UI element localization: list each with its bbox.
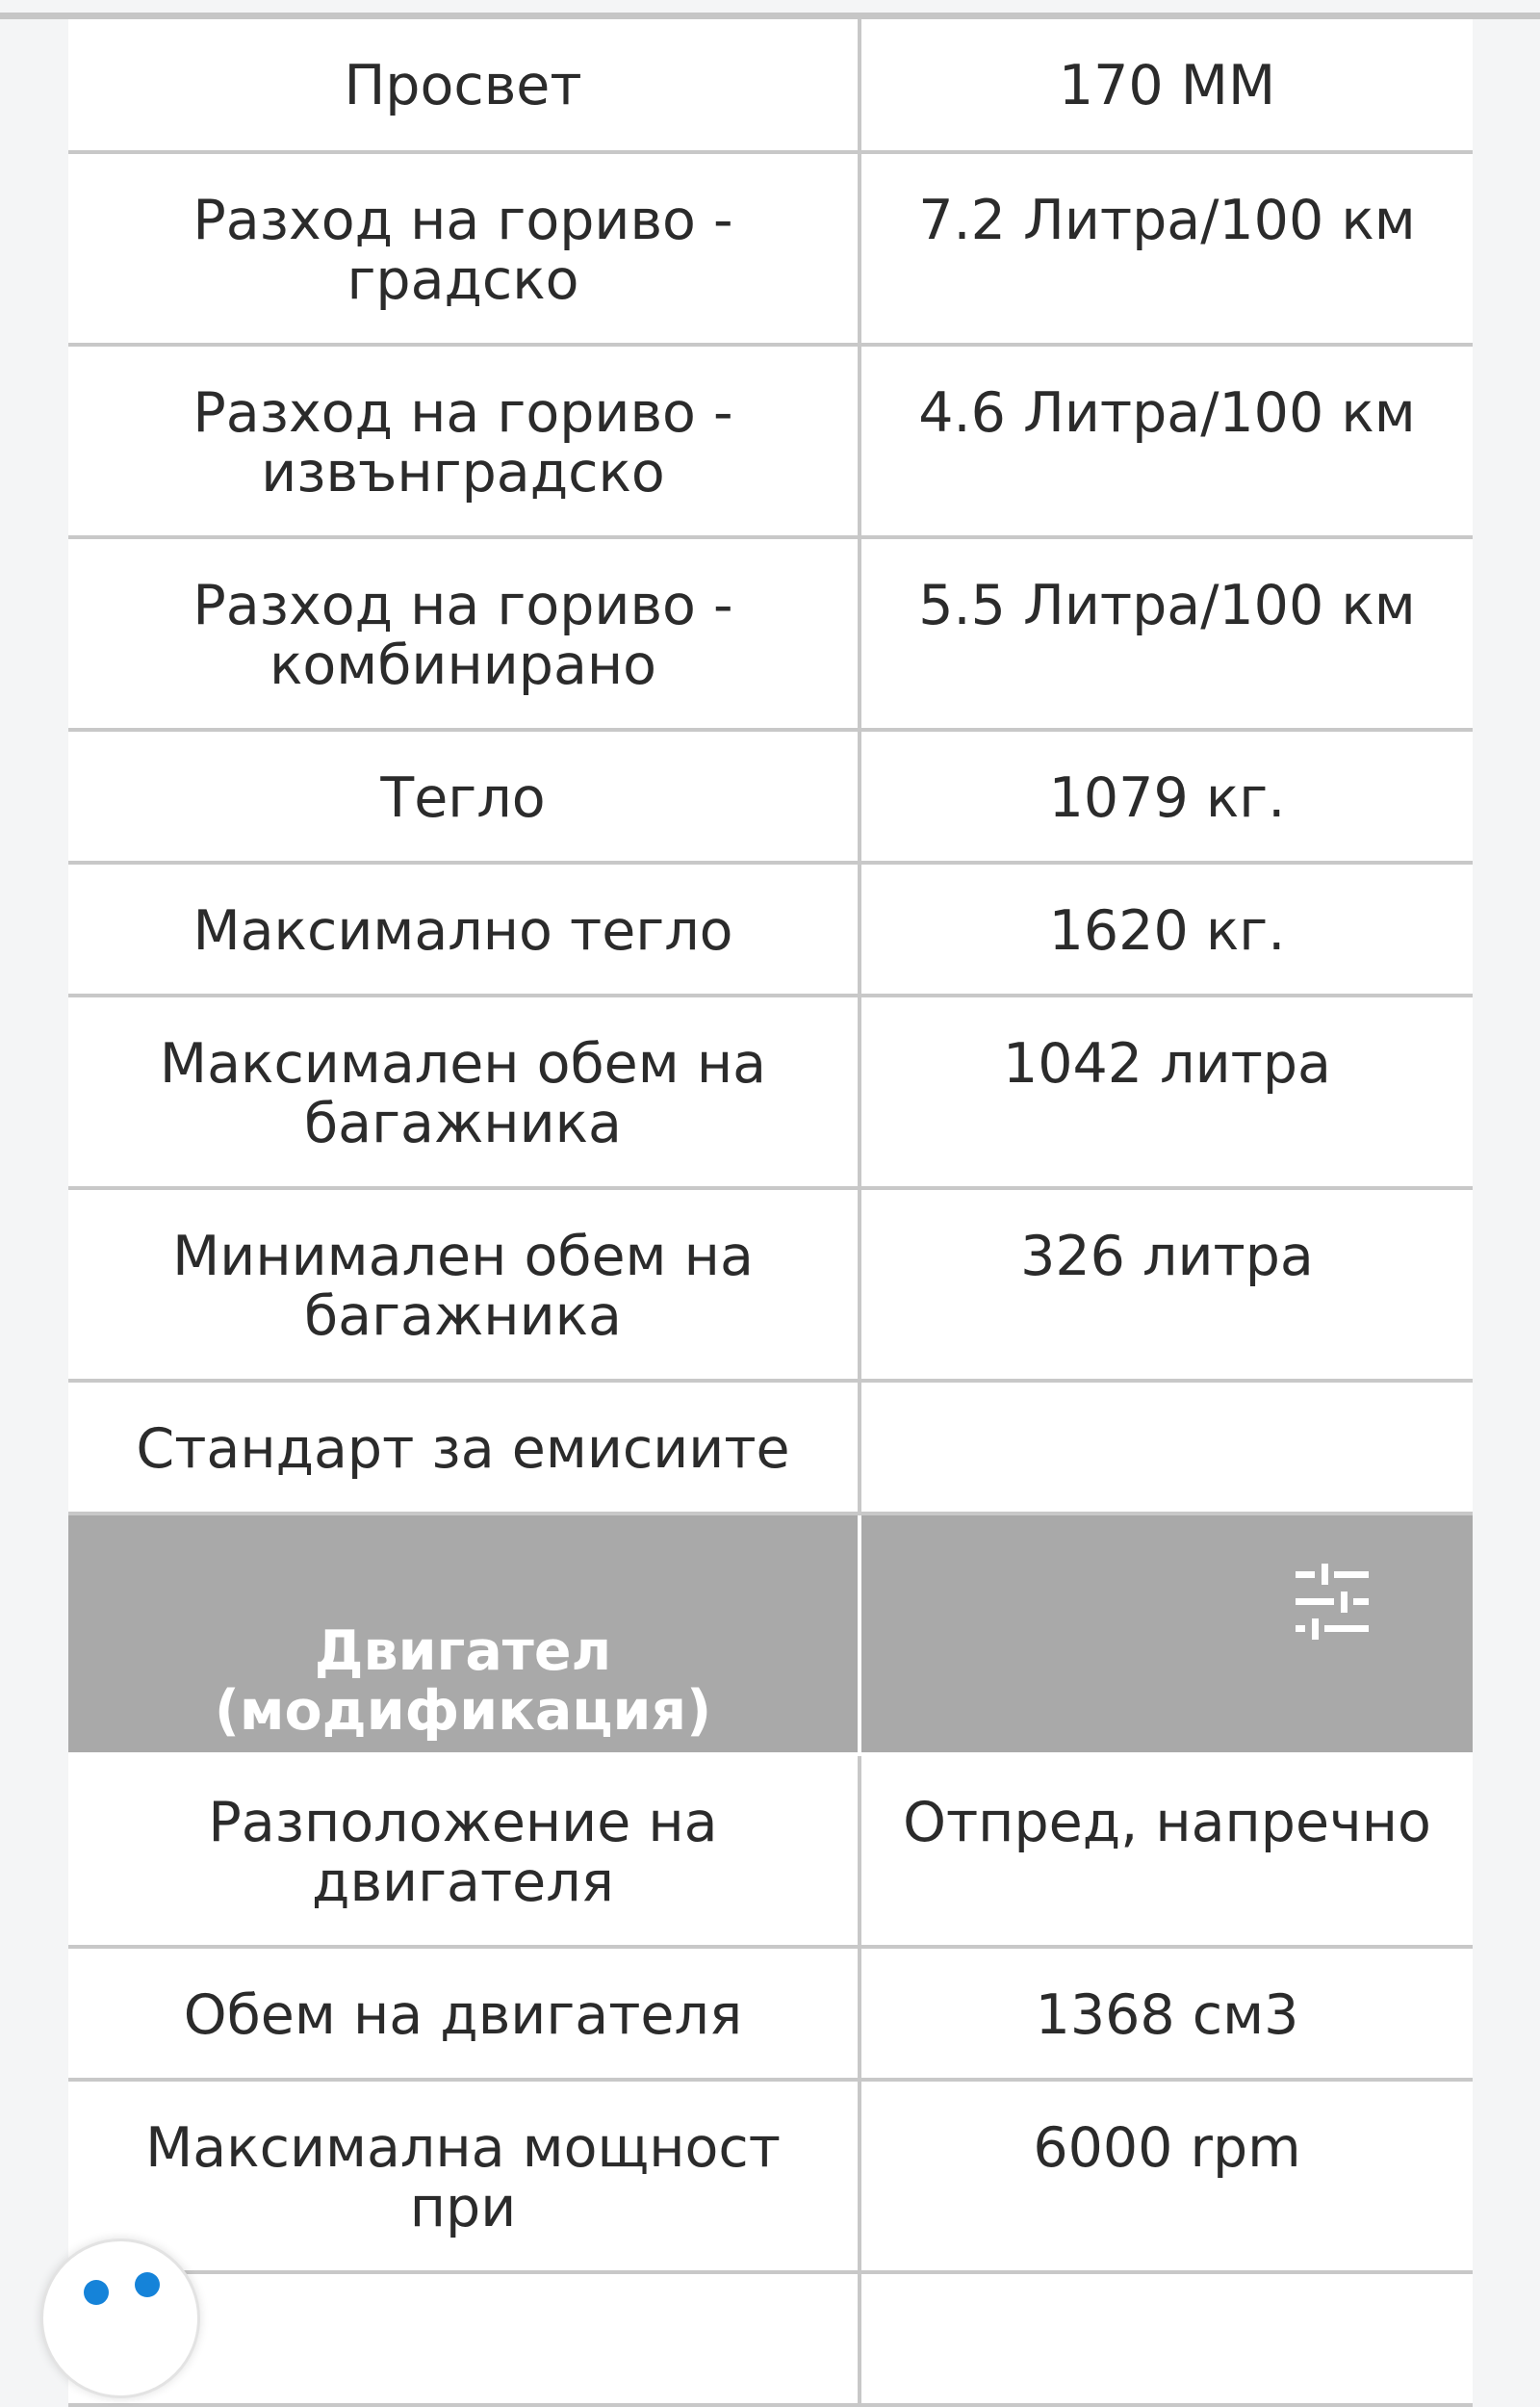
assistant-face-icon — [135, 2272, 160, 2297]
spec-label: Разход на гориво - градско — [68, 152, 860, 345]
spec-label: Просвет — [68, 19, 860, 152]
spec-row-weight — [68, 730, 1473, 863]
spec-value — [860, 2272, 1473, 2405]
spec-value: 326 литра — [860, 1188, 1473, 1381]
spec-value: 1079 кг. — [860, 730, 1473, 863]
assistant-face-icon — [84, 2280, 109, 2305]
spec-row-engine-displacement — [68, 1947, 1473, 2080]
filter-toggle[interactable] — [860, 1514, 1473, 1754]
spec-value: 1620 кг. — [860, 863, 1473, 996]
spec-row-max-weight — [68, 863, 1473, 996]
spec-value: 7.2 Литра/100 км — [860, 152, 1473, 345]
spec-label: Разположение на двигателя — [68, 1754, 860, 1947]
spec-value: 1368 см3 — [860, 1947, 1473, 2080]
spec-row-min-trunk — [68, 1188, 1473, 1381]
top-divider — [0, 13, 1540, 19]
spec-row-fuel-urban — [68, 152, 1473, 345]
spec-label: Разход на гориво - извънградско — [68, 345, 860, 537]
spec-value — [860, 1381, 1473, 1514]
spec-row-fuel-extra-urban — [68, 345, 1473, 537]
spec-label: Стандарт за емисиите — [68, 1381, 860, 1514]
spec-value: 1042 литра — [860, 996, 1473, 1188]
sliders-icon[interactable] — [1296, 1564, 1369, 1641]
spec-label: Минимален обем на багажника — [68, 1188, 860, 1381]
spec-value: Отпред, напречно — [860, 1754, 1473, 1947]
spec-value: 4.6 Литра/100 км — [860, 345, 1473, 537]
spec-label: Обем на двигателя — [68, 1947, 860, 2080]
spec-value: 5.5 Литра/100 км — [860, 537, 1473, 730]
spec-row-max-power-rpm — [68, 2080, 1473, 2272]
spec-label: Разход на гориво - комбинирано — [68, 537, 860, 730]
spec-label: Максимална мощност при — [68, 2080, 860, 2272]
spec-row-engine-position — [68, 1754, 1473, 1947]
spec-label: Максимален обем на багажника — [68, 996, 860, 1188]
spec-row-ground-clearance — [68, 19, 1473, 152]
spec-row-fuel-combined — [68, 537, 1473, 730]
spec-value: 170 ММ — [860, 19, 1473, 152]
section-title: Двигател (модификация) — [68, 1514, 860, 1754]
spec-row-next — [68, 2272, 1473, 2405]
assistant-widget-button[interactable] — [40, 2239, 200, 2398]
specs-container — [68, 19, 1473, 2407]
spec-label: Максимално тегло — [68, 863, 860, 996]
section-header-engine — [68, 1514, 1473, 1754]
spec-row-max-trunk — [68, 996, 1473, 1188]
spec-value: 6000 rpm — [860, 2080, 1473, 2272]
specs-table — [68, 19, 1473, 2407]
spec-label: Тегло — [68, 730, 860, 863]
spec-row-emission-standard — [68, 1381, 1473, 1514]
